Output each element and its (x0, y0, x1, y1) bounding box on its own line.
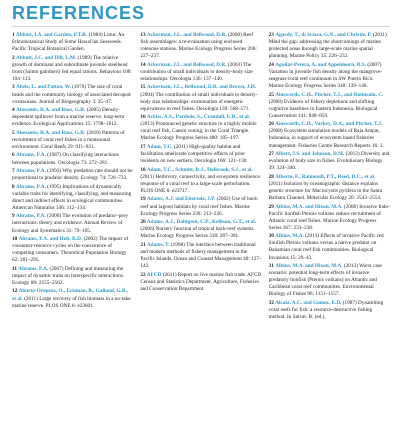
reference-text: (2003) The contribution of small individuals to density-body size relationships. Oecologia 136: 137–140. (140, 61, 253, 82)
reference-item (140, 219, 261, 240)
reference-number: 28 (268, 173, 274, 180)
reference-authors: Ackerman, J.L. and Bellwood, D.R. (146, 32, 227, 38)
reference-authors: Ackerman, J.L., Bellwood, D.R. and Brown, J.H. (146, 84, 257, 91)
reference-number: 32 (268, 299, 274, 306)
reference-number: 1 (12, 32, 15, 38)
reference-item (269, 92, 390, 120)
reference-authors: Abrams, P.A. (15, 213, 46, 220)
reference-number: 4 (12, 107, 15, 114)
reference-authors: Aburto-Oropeza, O., Erisman, B., Galland, G.R., et al. (12, 288, 129, 302)
reference-item (140, 167, 261, 195)
reference-text: (2011) Mind the gap: addressing the shortcomings of marine protected areas through large-scale marine spatial planning. Marine Policy 35: 226–232. (268, 32, 387, 60)
reference-number: 14 (140, 61, 146, 68)
reference-number: 30 (268, 233, 274, 240)
reference-columns (12, 32, 390, 323)
reference-authors: Abbott, J.C. and Dill, L.M. (15, 54, 77, 61)
reference-authors: Abesamis, R.A. and Russ, G.R. (15, 129, 86, 136)
reference-number: 26 (268, 121, 274, 128)
reference-number: 16 (140, 114, 146, 121)
reference-authors: Albins, M.A. and Hixon, M.A. (275, 203, 343, 210)
reference-item (12, 55, 133, 83)
header (12, 0, 390, 27)
reference-number: 17 (140, 143, 146, 150)
reference-item (140, 144, 261, 165)
reference-item (12, 130, 133, 151)
reference-number: 22 (140, 271, 146, 278)
reference-item (140, 32, 261, 60)
reference-authors: Abrams, P.A. (15, 168, 46, 175)
reference-number: 23 (268, 32, 274, 38)
reference-authors: Adams, T. (146, 241, 170, 248)
reference-number: 5 (12, 129, 15, 136)
reference-text: (1987) On classifying interactions between populations. Oecologia 73: 272–281. (12, 152, 119, 166)
reference-authors: AFCD (146, 271, 162, 278)
reference-number: 19 (140, 196, 146, 203)
reference-number: 18 (140, 166, 146, 173)
reference-item (269, 300, 390, 321)
reference-authors: Adams, A.J. and Ebersole, J.P. (146, 196, 216, 203)
reference-authors: Abrams, P.A. (18, 265, 49, 272)
reference-text: (2008) Invasive Indo-Pacific lionfish Pterois volitans reduce recruitment of Atlantic coral reef fishes. Marine Ecology Progress Series 367: 233–238. (268, 203, 390, 231)
reference-number: 12 (12, 288, 18, 295)
reference-text: (2011) Report on live marine fish trade. AFCD Census and Statistics Department, Agriculture, Fisheries and Conservation Department. (140, 271, 262, 292)
reference-authors: Agardy, T., di Sciara, G.N., and Christie, P. (275, 32, 372, 38)
reference-number: 29 (268, 203, 274, 210)
reference-text: (2002) The impact of consumer-resource cycles on the coexistence of competing consumers. Theoretical Population Biology 62: 281–295. (12, 236, 129, 264)
reference-item (140, 242, 261, 270)
reference-text: (2012) Diversity and evolution of body size in fishes. Evolutionary Biology 39: 324–340. (268, 151, 390, 172)
reference-text: (2010) Patterns of recruitment of coral reef fishes in a monsoonal environment. Coral Reefs 29: 911–921. (12, 129, 125, 150)
reference-number: 3 (12, 84, 15, 91)
reference-number: 21 (140, 241, 146, 248)
reference-number: 6 (12, 152, 15, 159)
reference-text: (1976) The size of coral heads and the community biology of associated decapod crustaceans. Journal of Biogeography 3: 35–47. (12, 84, 131, 105)
reference-authors: Albins, M.A. (275, 233, 304, 240)
reference-authors: Ackiss, A.S., Pardede, S., Crandall, E.D., et al. (146, 114, 251, 121)
reference-item (140, 114, 261, 142)
reference-authors: Aguilar-Perera, A. and Appeldoorn, R.S. (275, 61, 367, 68)
reference-number: 7 (12, 168, 15, 175)
reference-authors: Albins, M.A. and Hixon, M.A. (275, 263, 343, 270)
reference-text: (1989) The relative growth of dominant and subordinate juvenile steelhead trout (Salmo gairdneri) fed equal rations. Behaviour 108: 104–113. (12, 54, 132, 82)
reference-authors: Ainsworth, C.H., Varkey, D.A., and Pitcher, T.J. (275, 121, 383, 128)
reference-text: (2011) Herbivory, connectivity, and ecosystem resilience: response of a coral reef to a large-scale perturbation. PLOS ONE 6: e23717. (140, 173, 262, 194)
reference-item (140, 272, 261, 293)
reference-item (12, 184, 133, 212)
reference-number: 27 (268, 151, 274, 158)
reference-authors: Ackerman, J.L. and Bellwood, D.R. (146, 61, 227, 68)
reference-authors: Alberto, F., Raimondi, P.T., Reed, D.C., et al. (275, 173, 376, 180)
reference-item (269, 151, 390, 172)
reference-item (269, 204, 390, 232)
reference-number: 25 (268, 91, 274, 98)
reference-item (140, 196, 261, 217)
reference-number: 9 (12, 213, 15, 220)
page-title: REFERENCES (12, 2, 146, 23)
reference-authors: Abrams, P.A. (15, 183, 46, 190)
reference-text: (2000) The evolution of predator–prey interactions: theory and evidence. Annual Review of Ecology and Systematics 31: 79–105. (12, 213, 129, 234)
reference-number: 13 (140, 32, 146, 38)
reference-authors: Abrams, P.A. (15, 152, 46, 159)
reference-text: (2013) Effects of invasive Pacific red lionfish Pterois volitans versus a native predator on Bahamian coral reef fish communities. Biological Invasions 15: 29–43. (268, 233, 384, 261)
reference-text: (2011) Large recovery of fish biomass in a no-take marine reserve. PLOS ONE 6: e23601. (12, 295, 131, 309)
reference-text: (2005) Density-dependent spillover from a marine reserve: long-term evidence. Ecological Applications 15: 1798–1812. (12, 107, 125, 128)
reference-item (140, 62, 261, 83)
reference-number: 10 (12, 236, 18, 243)
reference-text: (1995) Implications of dynamically variable traits for identifying, classifying, and measuring direct and indirect effects in ecological communities. American Naturalist 146: 112–134. (12, 183, 132, 211)
reference-item (269, 233, 390, 261)
reference-item (269, 121, 390, 149)
column-left (12, 32, 133, 323)
reference-number: 24 (268, 61, 274, 68)
reference-item (12, 84, 133, 105)
reference-text: (2000) Reef fish assemblages: a re-evaluation using enclosed rotenone stations. Marine Ecology Progress Series 206: 227–237. (140, 32, 257, 60)
reference-item (12, 236, 133, 264)
reference-item (12, 266, 133, 287)
reference-item (12, 107, 133, 128)
reference-text: (1987) Dynamiting coral reefs for fish: a resource-destructive fishing method. In Salvat, B. (ed.), (268, 299, 384, 321)
reference-authors: Abrams, P.A. and Holt, R.D. (18, 236, 83, 243)
reference-item (12, 152, 133, 166)
reference-item (140, 84, 261, 112)
reference-text: (1984) Limu: An Ethnobotanical Study of Some Hawai'ian Seaweeds. Pacific Tropical Botanical Garden. (12, 32, 125, 53)
column-middle (140, 32, 261, 323)
reference-authors: Ainsworth, C.H., Pitcher, T.J., and Rotinsulu, C. (275, 91, 384, 98)
reference-authors: Abele, L. and Patton, W. (15, 84, 71, 91)
reference-text: (2008) Evidence of fishery depletions and shifting cognitive baselines in Eastern Indonesia. Biological Conservation 141: 848–859. (268, 98, 378, 119)
reference-authors: Adam, T.C. (146, 143, 173, 150)
reference-text: (2011) High-quality habitat and facilitation ameliorate competitive effects of prior residents on new settlers. Oecologia 166: 121–130. (140, 143, 248, 165)
reference-item (269, 62, 390, 90)
reference-number: 20 (140, 219, 146, 226)
column-right (269, 32, 390, 323)
reference-authors: Adam, T.C., Schmitt, R.J., Holbrook, S.J., et al. (146, 166, 253, 173)
reference-text: (2011) Isolation by oceanographic distance explains genetic structure for Macrocystis pyrifera in the Santa Barbara Channel. Molecular Ecology 20: 2543–2554. (268, 180, 382, 202)
reference-authors: Albert, J.S. and Johnson, D.M. (275, 151, 345, 158)
reference-number: 2 (12, 54, 15, 61)
reference-authors: Adams, A.J., Dahlgren, C.P., Kellison, G.T., et al. (146, 219, 257, 226)
reference-authors: Abesamis, R.A. and Russ, G.R. (15, 107, 86, 114)
reference-authors: Abbott, I.A. and Garden, P.T.R. (15, 32, 88, 38)
reference-number: 8 (12, 183, 15, 190)
reference-item (269, 32, 390, 60)
reference-authors: Alcala, A.C. and Gomez, E.D. (275, 299, 342, 306)
reference-text: (2004) The contribution of small individuals to density-body size relationships: examination of energetic equivalence in reef fishes. Oecologia 139: 568–571. (140, 91, 258, 112)
reference-text: (2007) Variation in juvenile fish density along the mangrove-seagrass-coral reef continuum in SW Puerto Rico. Marine Ecology Progress Series 348: 139–148. (268, 61, 382, 90)
reference-text: (2002) Use of back-reef and lagoon habitats by coral reef fishes. Marine Ecology Progress Series 228: 213–226. (140, 196, 259, 217)
reference-item (269, 263, 390, 298)
reference-text: (1998) The interface between traditional and modern methods of fishery management in the Pacific Islands. Ocean and Coastal Management 40: 127–142. (140, 241, 262, 270)
reference-text: (2013) Worst case scenario: potential long-term effects of invasive predatory lionfish (Pterois volitans) on Atlantic and Caribbean coral reef communities. Environmental Biology of Fishes 96: 1151–1157. (268, 263, 382, 298)
reference-number: 15 (140, 84, 146, 91)
reference-number: 31 (268, 263, 274, 270)
reference-number: 11 (12, 265, 17, 272)
reference-item (12, 32, 133, 53)
reference-item (269, 174, 390, 202)
reference-item (12, 168, 133, 182)
reference-item (12, 213, 133, 234)
reference-text: (2008) Ecosystem simulation models of Raja Ampat, Indonesia, in support of ecosystem based fisheries management. Fisheries Centre Research Reports 16: 3. (268, 128, 384, 149)
reference-text: (2006) Nursery function of tropical back-reef systems. Marine Ecology Progress Series 318: 287–301. (140, 226, 255, 240)
reference-text: (1993) Why predation rate should not be proportional to predator density. Ecology 74: 726–733. (12, 168, 133, 182)
reference-text: (2007) Defining and measuring the impact of dynamic traits on interspecific interactions. Ecology 88: 2555–2562. (12, 265, 125, 286)
reference-item (12, 288, 133, 309)
reference-text: (2013) Pronounced genetic structure in a highly mobile coral reef fish, Caesio cuning, in the Coral Triangle. Marine Ecology Progress Series 480: 185–197. (140, 121, 257, 142)
